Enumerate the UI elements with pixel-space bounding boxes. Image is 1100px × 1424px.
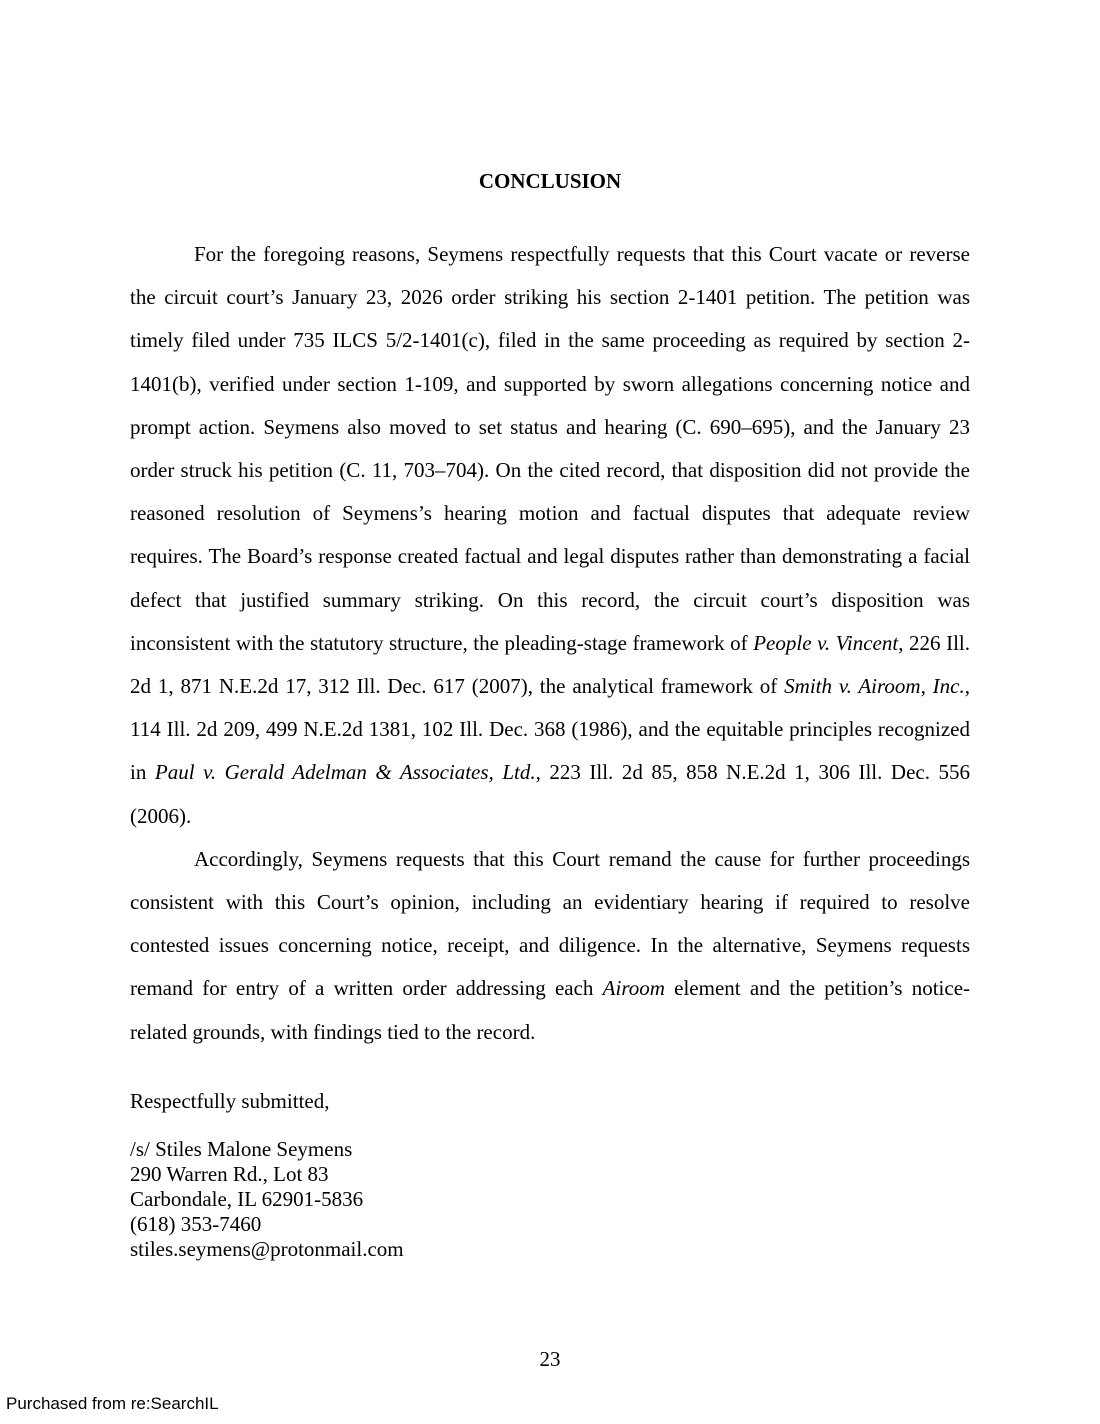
section-heading: CONCLUSION xyxy=(478,169,622,193)
signature-email: stiles.seymens@protonmail.com xyxy=(130,1237,404,1261)
case-citation: People v. Vincent xyxy=(753,630,899,655)
conclusion-body xyxy=(130,233,970,1054)
signature-street: 290 Warren Rd., Lot 83 xyxy=(130,1162,329,1186)
closing-line: Respectfully submitted, xyxy=(130,1089,330,1113)
case-citation: Paul v. Gerald Adelman & Associates, Ltd. xyxy=(154,760,536,785)
case-citation: Smith v. Airoom, Inc. xyxy=(784,674,965,699)
paragraph-text: , 114 Ill. 2d 209, 499 N.E.2d 1381, 102 Ill. Dec. 368 (1986), and the equitable principles recognized in xyxy=(130,674,970,785)
paragraph-request-reversal xyxy=(130,233,970,838)
paragraph-text: element and the petition’s notice-related grounds, with findings tied to the record. xyxy=(130,976,971,1044)
paragraph-request-remand xyxy=(130,838,970,1054)
signature-phone: (618) 353-7460 xyxy=(130,1212,262,1236)
page-number: 23 xyxy=(539,1347,561,1371)
paragraph-text: Accordingly, Seymens requests that this Court remand the cause for further proceedings consistent with this Court’s opinion, including an evidentiary hearing if required to resolve contested issues concerning notice, receipt, and diligence. In the alternative, Seymens requests remand for entry of a written order addressing each xyxy=(130,846,970,1001)
purchase-footer: Purchased from re:SearchIL xyxy=(6,1394,219,1413)
paragraph-text: For the foregoing reasons, Seymens respectfully requests that this Court vacate or reverse the circuit court’s January 23, 2026 order striking his section 2-1401 petition. The petition was timely filed under 735 ILCS 5/2-1401(c), filed in the same proceeding as required by section 2-1401(b), verified under section 1-109, and supported by sworn allegations concerning notice and prompt action. Seymens also moved to set status and hearing (C. 690–695), and the January 23 order struck his petition (C. 11, 703–704). On the cited record, that disposition did not provide the reasoned resolution of Seymens’s hearing motion and factual disputes that adequate review requires. The Board’s response created factual and legal disputes rather than demonstrating a facial defect that justified summary striking. On this record, the circuit court’s disposition was inconsistent with the statutory structure, the pleading-stage framework of xyxy=(130,242,970,655)
signature-name: /s/ Stiles Malone Seymens xyxy=(130,1137,353,1161)
case-citation: Airoom xyxy=(602,976,665,1001)
signature-block xyxy=(130,1137,404,1262)
paragraph-text: , 223 Ill. 2d 85, 858 N.E.2d 1, 306 Ill. Dec. 556 (2006). xyxy=(130,760,971,828)
paragraph-text: , 226 Ill. 2d 1, 871 N.E.2d 17, 312 Ill. Dec. 617 (2007), the analytical framework of xyxy=(130,630,970,699)
signature-city: Carbondale, IL 62901-5836 xyxy=(130,1187,364,1211)
